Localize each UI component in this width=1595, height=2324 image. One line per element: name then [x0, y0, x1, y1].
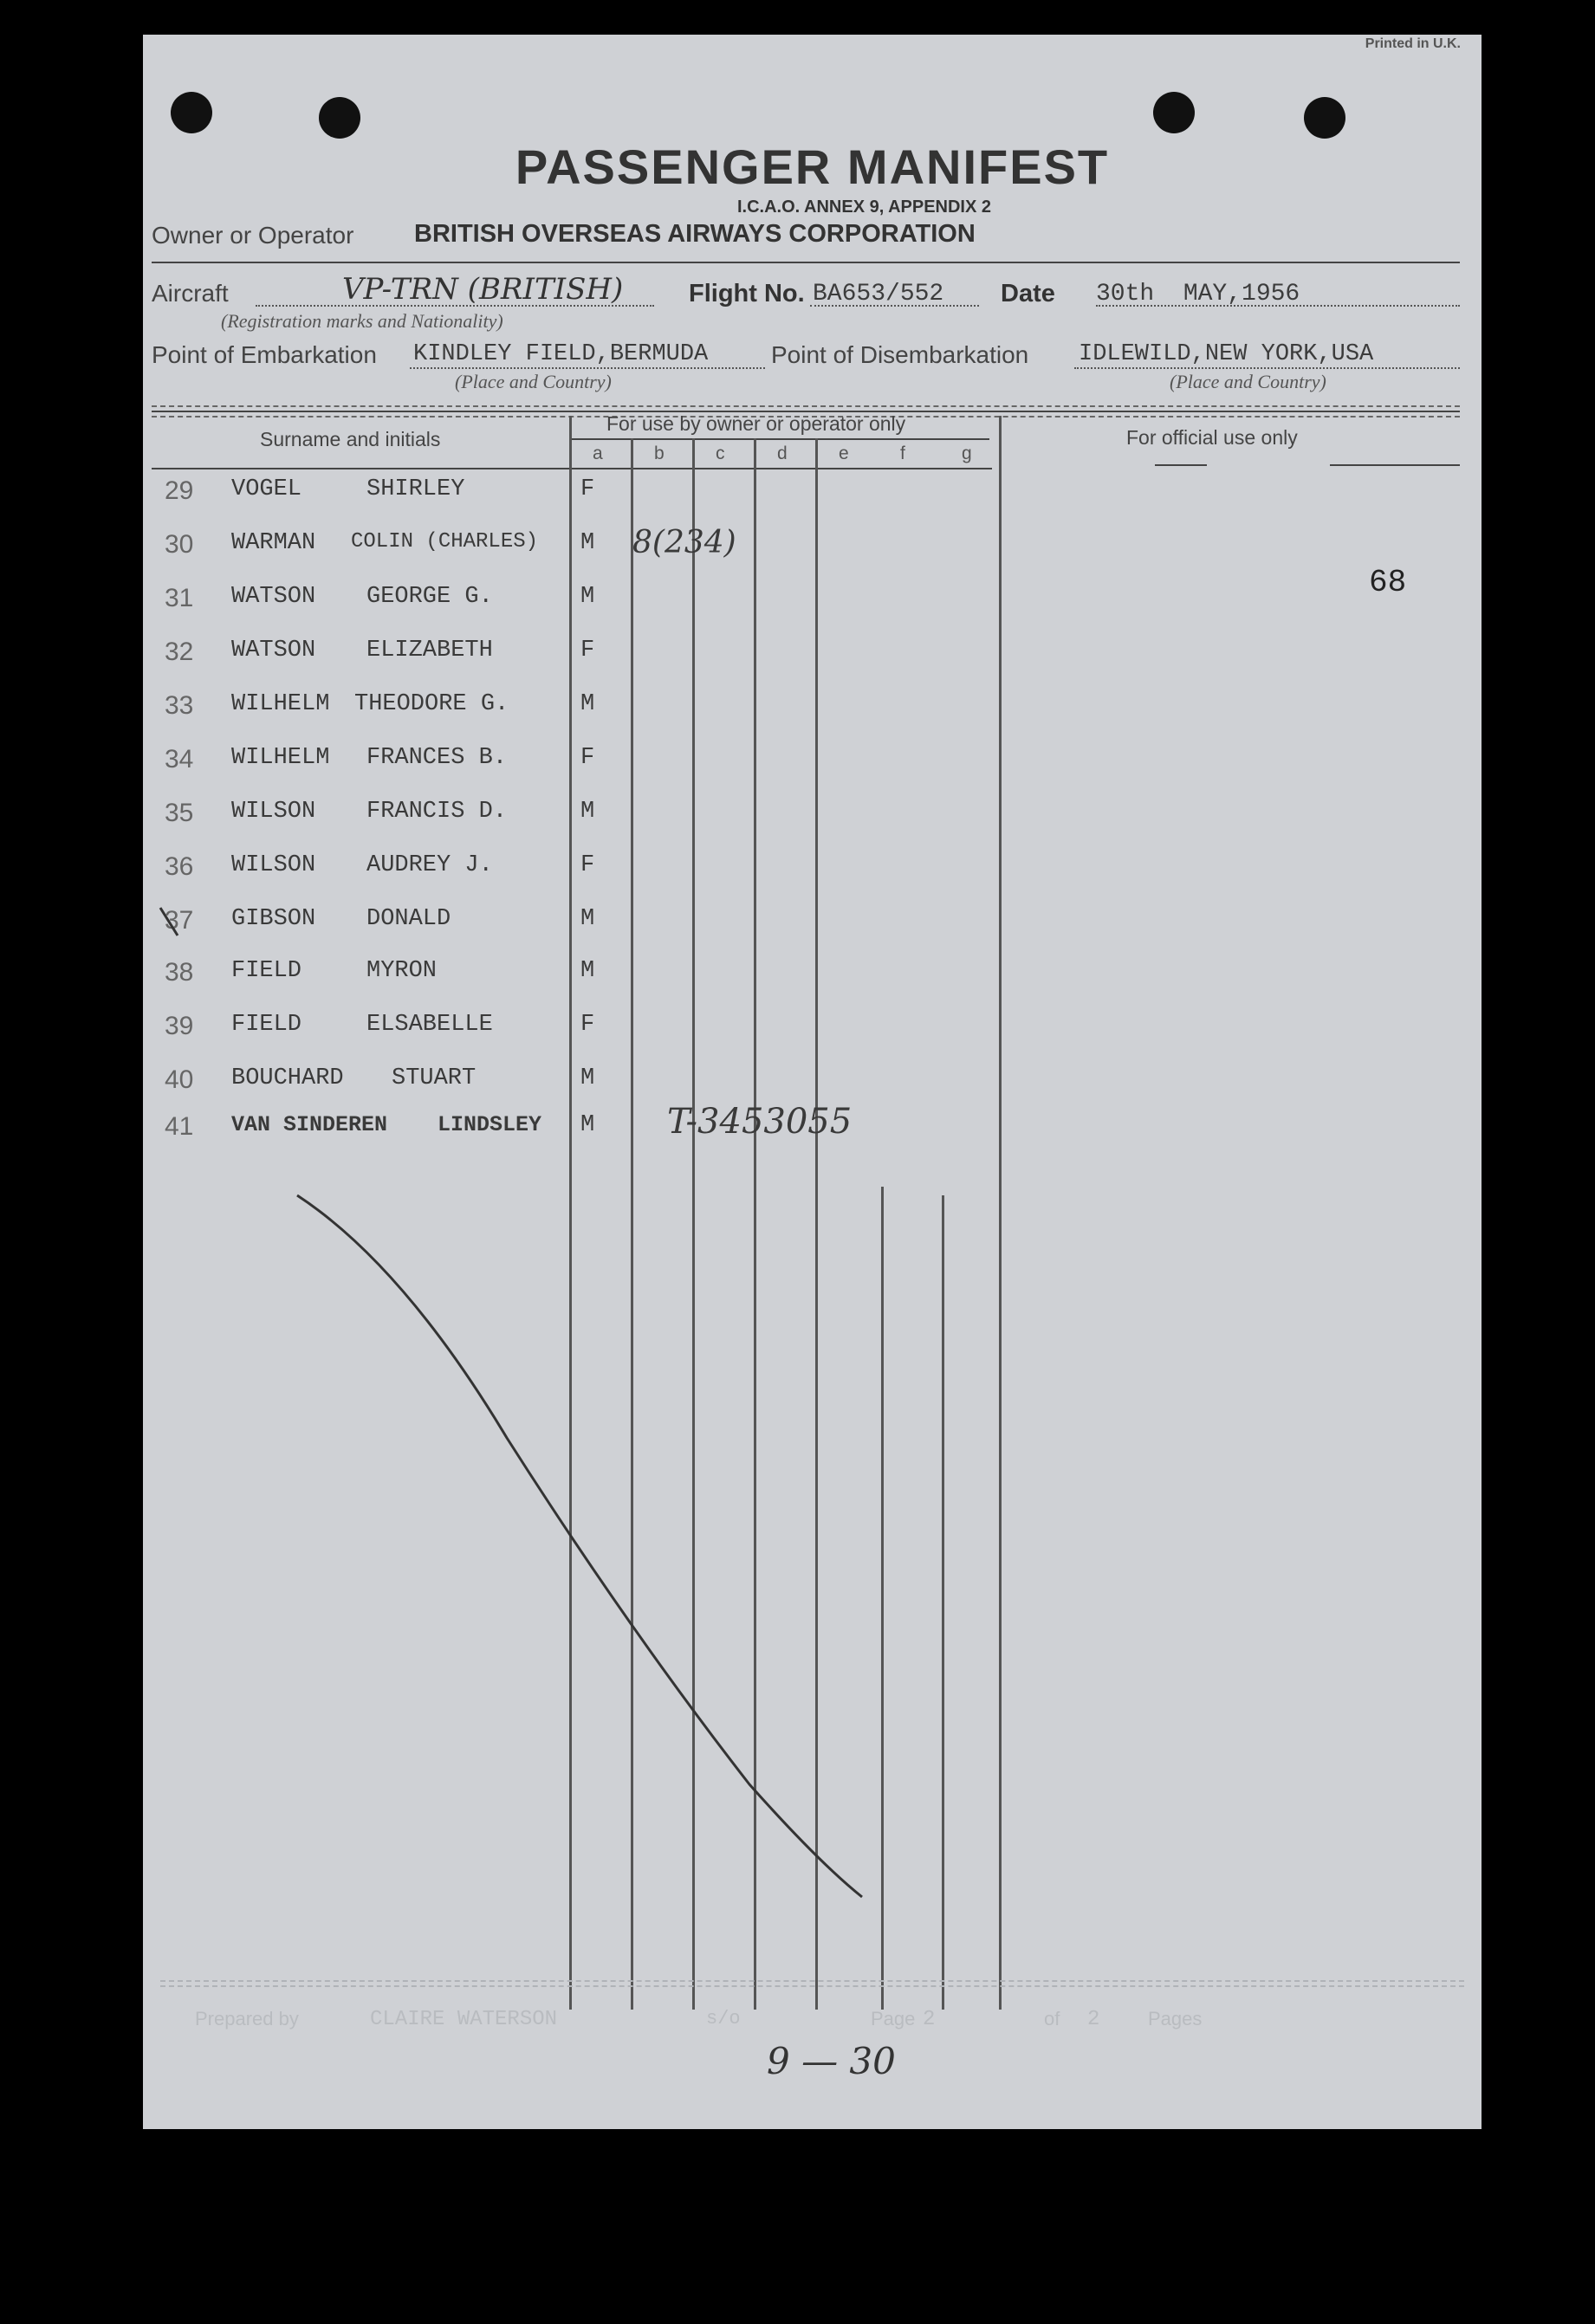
row-sex: F: [580, 638, 595, 664]
divider: [160, 1980, 1464, 1982]
row-surname: WATSON: [231, 638, 316, 664]
disembarkation-value: IDLEWILD,NEW YORK,USA: [1079, 341, 1374, 367]
row-sex: F: [580, 852, 595, 878]
page-title: PASSENGER MANIFEST: [515, 139, 1110, 194]
column-c-header: c: [716, 443, 725, 463]
row-number: 29: [165, 476, 194, 505]
divider: [160, 1985, 1464, 1987]
row-given-names: FRANCIS D.: [366, 799, 508, 825]
official-column-header: For official use only: [1126, 426, 1298, 449]
row-sex: F: [580, 1012, 595, 1038]
row-sex: M: [580, 530, 595, 556]
name-column-header: Surname and initials: [260, 428, 441, 450]
row-sex: M: [580, 1112, 595, 1138]
of-value: 2: [1087, 2008, 1100, 2031]
row-sex: M: [580, 1065, 595, 1091]
row-surname: WATSON: [231, 584, 316, 610]
date-value: 30th MAY,1956: [1096, 281, 1300, 307]
embarkation-label: Point of Embarkation: [152, 341, 377, 368]
row-handwritten-note: 8(234): [632, 525, 736, 560]
column-b-header: b: [654, 443, 665, 463]
row-sex: M: [580, 799, 595, 825]
row-number: 39: [165, 1012, 194, 1040]
operator-column-header: For use by owner or operator only: [606, 412, 906, 435]
embarkation-note: (Place and Country): [455, 371, 612, 392]
row-sex: F: [580, 745, 595, 771]
owner-value: BRITISH OVERSEAS AIRWAYS CORPORATION: [414, 220, 976, 248]
flight-value: BA653/552: [813, 281, 944, 307]
row-surname: WILSON: [231, 852, 316, 878]
row-number: 31: [165, 584, 194, 612]
column-f-header: f: [900, 443, 905, 463]
column-a-header: a: [593, 443, 603, 463]
row-number: 35: [165, 799, 194, 827]
row-given-names: SHIRLEY: [366, 476, 465, 502]
row-number: 38: [165, 958, 194, 987]
row-given-names: DONALD: [366, 906, 451, 932]
row-given-names: STUART: [392, 1065, 477, 1091]
row-number: 37: [165, 906, 194, 935]
row-number: 34: [165, 745, 194, 774]
row-given-names: AUDREY J.: [366, 852, 493, 878]
of-label: of: [1044, 2008, 1060, 2029]
row-sex: M: [580, 958, 595, 984]
row-surname: VOGEL: [231, 476, 302, 502]
row-surname: VAN SINDEREN: [231, 1112, 388, 1137]
pages-label: Pages: [1148, 2008, 1203, 2029]
row-surname: WILSON: [231, 799, 316, 825]
row-number: 33: [165, 691, 194, 720]
row-surname: WILHELM: [231, 745, 330, 771]
row-given-names: GEORGE G.: [366, 584, 493, 610]
row-sex: M: [580, 906, 595, 932]
row-surname: FIELD: [231, 1012, 302, 1038]
row-number: 30: [165, 530, 194, 559]
page-label: Page: [871, 2008, 916, 2029]
row-handwritten-note: T-3453055: [667, 1102, 853, 1142]
prepared-label: Prepared by: [195, 2008, 299, 2029]
aircraft-value: VP-TRN (BRITISH): [342, 272, 624, 307]
row-sex: M: [580, 584, 595, 610]
row-sex: F: [580, 476, 595, 502]
row-surname: WILHELM: [231, 691, 330, 717]
row-given-names: ELIZABETH: [366, 638, 493, 664]
row-given-names: ELSABELLE: [366, 1012, 493, 1038]
printed-note: Printed in U.K.: [1365, 36, 1461, 51]
owner-label: Owner or Operator: [152, 222, 354, 249]
row-surname: WARMAN: [231, 530, 316, 556]
disembarkation-label: Point of Disembarkation: [771, 341, 1029, 368]
prepared-role: s/o: [706, 2008, 741, 2029]
embarkation-value: KINDLEY FIELD,BERMUDA: [413, 341, 709, 367]
row-given-names: LINDSLEY: [438, 1112, 542, 1137]
aircraft-note: (Registration marks and Nationality): [221, 310, 503, 332]
row-given-names: COLIN (CHARLES): [351, 530, 539, 553]
manifest-page: [143, 35, 1482, 2129]
row-number: 41: [165, 1112, 194, 1141]
official-count: 68: [1369, 565, 1407, 600]
page-value: 2: [923, 2008, 936, 2031]
row-number: 36: [165, 852, 194, 881]
row-number: 40: [165, 1065, 194, 1094]
aircraft-label: Aircraft: [152, 280, 229, 307]
row-sex: M: [580, 691, 595, 717]
column-e-header: e: [839, 443, 849, 463]
disembarkation-note: (Place and Country): [1170, 371, 1326, 392]
strike-through-mark: [143, 35, 1482, 2129]
row-surname: BOUCHARD: [231, 1065, 344, 1091]
row-surname: FIELD: [231, 958, 302, 984]
row-given-names: FRANCES B.: [366, 745, 508, 771]
column-g-header: g: [962, 443, 972, 463]
date-label: Date: [1001, 280, 1055, 307]
column-d-header: d: [777, 443, 788, 463]
page-subtitle: I.C.A.O. ANNEX 9, APPENDIX 2: [736, 197, 992, 217]
row-given-names: MYRON: [366, 958, 438, 984]
row-surname: GIBSON: [231, 906, 316, 932]
row-number: 32: [165, 638, 194, 666]
flight-label: Flight No.: [689, 280, 805, 307]
prepared-value: CLAIRE WATERSON: [370, 2008, 558, 2031]
bottom-handwritten-note: 9 — 30: [767, 2040, 896, 2082]
row-given-names: THEODORE G.: [354, 691, 509, 717]
